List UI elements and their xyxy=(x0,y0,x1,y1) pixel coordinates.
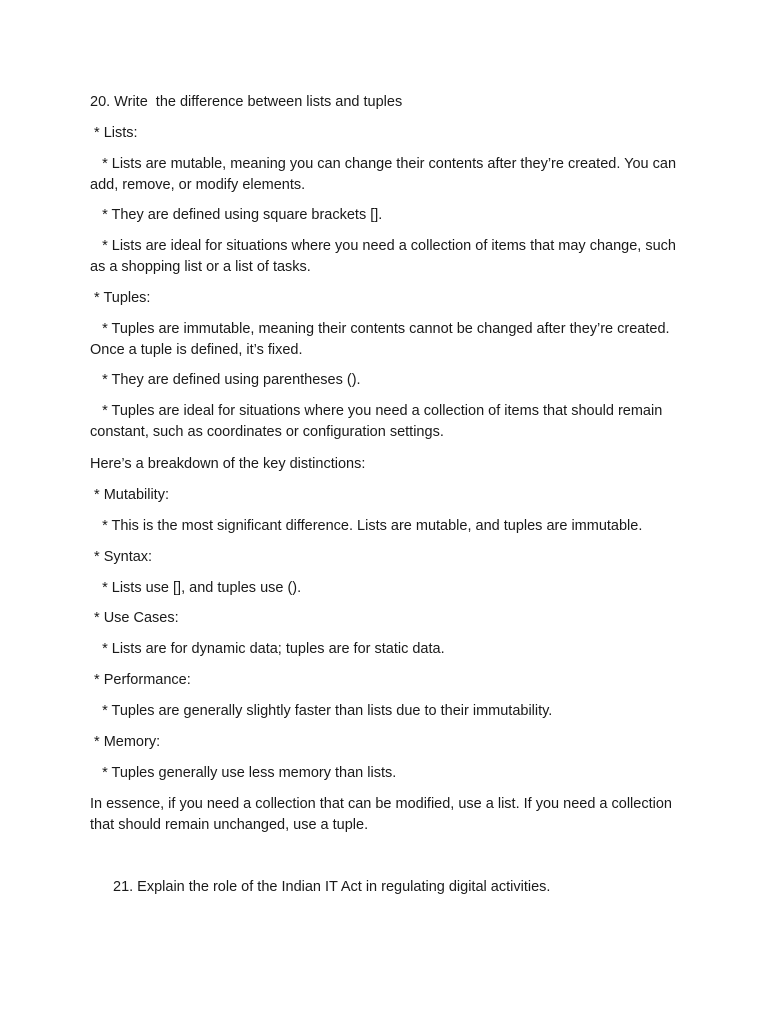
usecases-label: * Use Cases: xyxy=(90,610,179,626)
lists-point-syntax: * They are defined using square brackets []. xyxy=(90,207,383,223)
tuples-label: * Tuples: xyxy=(90,290,151,306)
tuples-point-use: * Tuples are ideal for situations where you need a collection of items that should remain constant, such as coordinates or configuration settings. xyxy=(90,403,667,440)
performance-label: * Performance: xyxy=(90,672,191,688)
lists-label: * Lists: xyxy=(90,125,138,141)
performance-text: * Tuples are generally slightly faster than lists due to their immutability. xyxy=(90,703,553,719)
syntax-label: * Syntax: xyxy=(90,549,153,565)
lists-point-mutable: * Lists are mutable, meaning you can change their contents after they’re created. You can add, remove, or modify elements. xyxy=(90,156,681,193)
memory-label: * Memory: xyxy=(90,734,161,750)
essence-paragraph: In essence, if you need a collection that can be modified, use a list. If you need a collection that should remain unchanged, use a tuple. xyxy=(90,796,676,833)
usecases-text: * Lists are for dynamic data; tuples are for static data. xyxy=(90,641,445,657)
breakdown-intro: Here’s a breakdown of the key distinctions: xyxy=(90,456,366,472)
syntax-text: * Lists use [], and tuples use (). xyxy=(90,580,302,596)
mutability-text: * This is the most significant difference. Lists are mutable, and tuples are immutable. xyxy=(90,518,643,534)
lists-point-use: * Lists are ideal for situations where you need a collection of items that may change, such as a shopping list or a list of tasks. xyxy=(90,238,680,275)
memory-text: * Tuples generally use less memory than lists. xyxy=(90,765,397,781)
tuples-point-immutable: * Tuples are immutable, meaning their contents cannot be changed after they’re created. Once a tuple is defined, it’s fixed. xyxy=(90,321,674,358)
tuples-point-syntax: * They are defined using parentheses (). xyxy=(90,372,361,388)
mutability-label: * Mutability: xyxy=(90,487,169,503)
question-21-heading: 21. Explain the role of the Indian IT Act in regulating digital activities. xyxy=(113,879,551,895)
question-20-heading: 20. Write the difference between lists and tuples xyxy=(90,94,403,110)
